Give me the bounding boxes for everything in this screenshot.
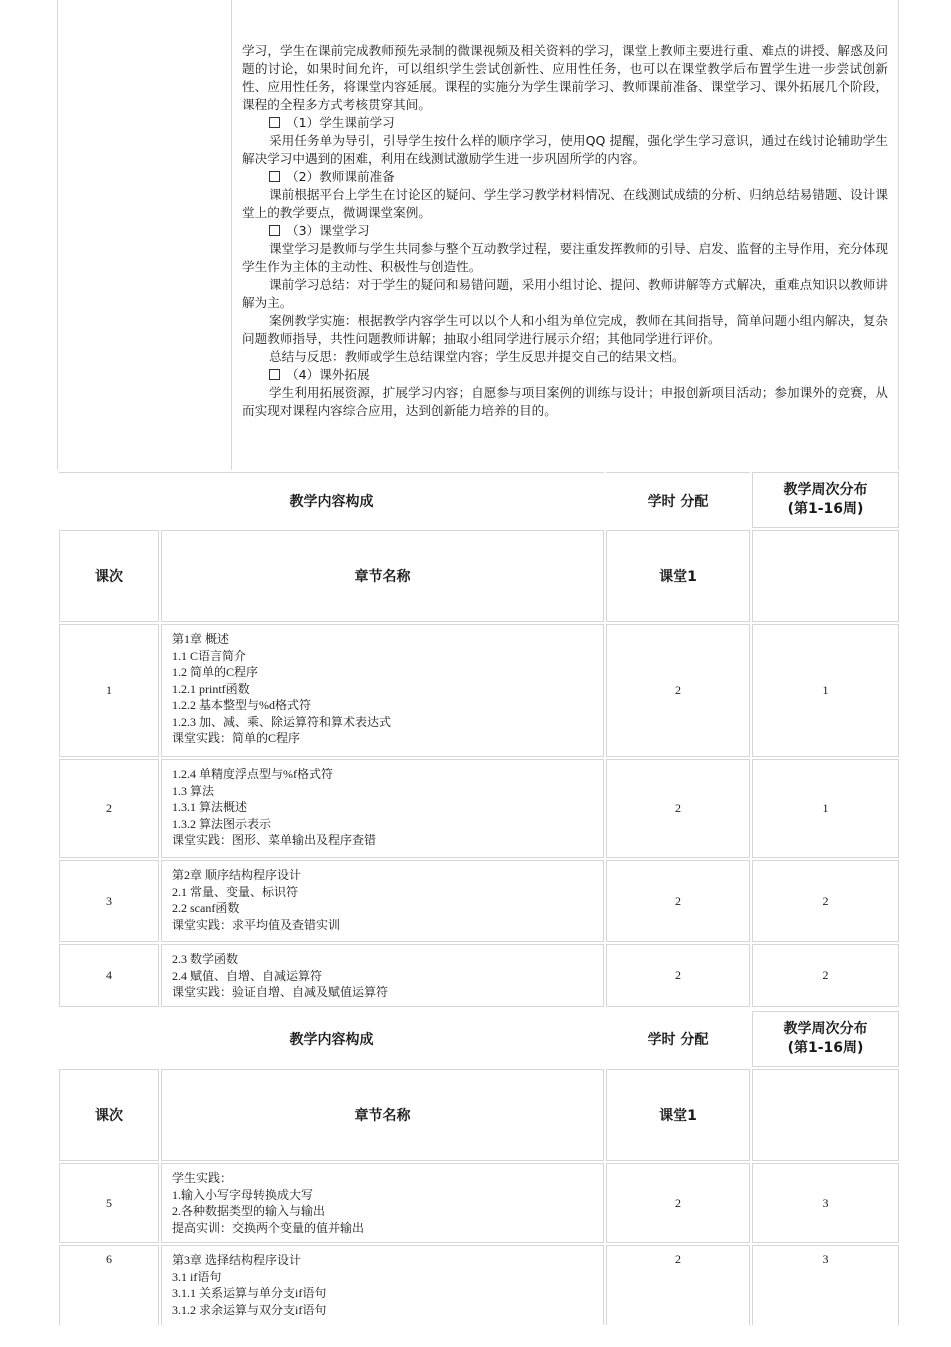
teaching-method-section: [57, 0, 899, 470]
chapter-header: 章节名称: [161, 530, 604, 622]
prose-subheading: （4）课外拓展: [242, 366, 888, 384]
prose-subheading: （1）学生课前学习: [242, 114, 888, 132]
hours-cell: 2: [606, 624, 750, 757]
prose-paragraph: 课前学习总结：对于学生的疑问和易错问题，采用小组讨论、提问、教师讲解等方式解决，重难点知识以教师讲解为主。: [242, 277, 888, 310]
schedule-table-part-a: [57, 470, 901, 1009]
hours-cell: 2: [606, 759, 750, 858]
table-row: [59, 759, 899, 858]
chapter-cell: 2.3 数学函数 2.4 赋值、自增、自减运算符 课堂实践：验证自增、自减及赋值运算符: [161, 944, 604, 1007]
prose-subheading: （2）教师课前准备: [242, 168, 888, 186]
table-row: [59, 944, 899, 1007]
page: [57, 0, 899, 1327]
schedule-table-part-b: [57, 1009, 901, 1327]
chapter-cell: 第3章 选择结构程序设计 3.1 if语句 3.1.1 关系运算与单分支if语句 3.1.2 求余运算与双分支if语句: [161, 1245, 604, 1325]
chapter-cell: 1.2.4 单精度浮点型与%f格式符 1.3 算法 1.3.1 算法概述 1.3.2 算法图示表示 课堂实践：图形、菜单输出及程序查错: [161, 759, 604, 858]
table-subheader-row: [59, 530, 899, 622]
lesson-number: 5: [59, 1163, 159, 1243]
hours-cell: 2: [606, 860, 750, 942]
lesson-header: 课次: [59, 530, 159, 622]
chapter-cell: 学生实践： 1.输入小写字母转换成大写 2.各种数据类型的输入与输出 提高实训：交换两个变量的值并输出: [161, 1163, 604, 1243]
hours-header: 学时 分配: [606, 472, 750, 528]
table-row: [59, 860, 899, 942]
lesson-number: 6: [59, 1245, 159, 1325]
prose-paragraph: 采用任务单为导引，引导学生按什么样的顺序学习，使用QQ 提醒，强化学生学习意识，通过在线讨论辅助学生解决学习中遇到的困难，利用在线测试激励学生进一步巩固所学的内容。: [242, 133, 888, 166]
checkbox-icon: [269, 117, 280, 128]
week-cell: 1: [752, 624, 899, 757]
chapter-header: 章节名称: [161, 1069, 604, 1161]
lesson-number: 1: [59, 624, 159, 757]
lesson-number: 3: [59, 860, 159, 942]
lesson-header: 课次: [59, 1069, 159, 1161]
table-header-row: [59, 472, 899, 528]
prose-paragraph: 学习，学生在课前完成教师预先录制的微课视频及相关资料的学习，课堂上教师主要进行重、难点的讲授、解惑及问题的讨论，如果时间允许，可以组织学生尝试创新性、应用性任务，也可以在课堂教学后布置学生进一步尝试创新性、应用性任务，将课堂内容延展。课程的实施分为学生课前学习、教师课前准备、课堂学习、课外拓展几个阶段，课程的全程多方式考核贯穿其间。: [242, 43, 888, 112]
checkbox-icon: [269, 225, 280, 236]
weeks-header: 教学周次分布 (第1-16周): [752, 472, 899, 528]
empty-header: [752, 1069, 899, 1161]
table-row: [59, 624, 899, 757]
classroom-header: 课堂1: [606, 1069, 750, 1161]
hours-cell: 2: [606, 944, 750, 1007]
classroom-header: 课堂1: [606, 530, 750, 622]
hours-cell: 2: [606, 1163, 750, 1243]
table-header-row: [59, 1011, 899, 1067]
prose-paragraph: 案例教学实施：根据教学内容学生可以以个人和小组为单位完成，教师在其间指导，简单问题小组内解决，复杂问题教师指导，共性问题教师讲解；抽取小组同学进行展示介绍；其他同学进行评价。: [242, 313, 888, 346]
prose-paragraph: 课前根据平台上学生在讨论区的疑问、学生学习教学材料情况、在线测试成绩的分析、归纳总结易错题、设计课堂上的教学要点，微调课堂案例。: [242, 187, 888, 220]
lesson-number: 4: [59, 944, 159, 1007]
empty-header: [752, 530, 899, 622]
lesson-number: 2: [59, 759, 159, 858]
week-cell: 2: [752, 944, 899, 1007]
chapter-cell: 第1章 概述 1.1 C语言简介 1.2 简单的C程序 1.2.1 printf函数 1.2.2 基本整型与%d格式符 1.2.3 加、减、乘、除运算符和算术表达式 课堂实践：简单的C程序: [161, 624, 604, 757]
week-cell: 3: [752, 1245, 899, 1325]
weeks-header: 教学周次分布 (第1-16周): [752, 1011, 899, 1067]
hours-cell: 2: [606, 1245, 750, 1325]
week-cell: 2: [752, 860, 899, 942]
prose-subheading: （3）课堂学习: [242, 222, 888, 240]
prose-text-cell: [232, 0, 899, 470]
hours-header: 学时 分配: [647, 1032, 709, 1048]
week-cell: 1: [752, 759, 899, 858]
checkbox-icon: [269, 369, 280, 380]
chapter-cell: 第2章 顺序结构程序设计 2.1 常量、变量、标识符 2.2 scanf函数 课堂实践：求平均值及查错实训: [161, 860, 604, 942]
content-header: 教学内容构成: [59, 472, 604, 528]
prose-left-cell: [57, 0, 232, 470]
prose-paragraph: 学生利用拓展资源，扩展学习内容；自愿参与项目案例的训练与设计；申报创新项目活动；参加课外的竞赛，从而实现对课程内容综合应用，达到创新能力培养的目的。: [242, 385, 888, 418]
content-header: 教学内容构成: [289, 1032, 374, 1048]
table-row: [59, 1163, 899, 1243]
week-cell: 3: [752, 1163, 899, 1243]
prose-paragraph: 总结与反思：教师或学生总结课堂内容；学生反思并提交自己的结果文档。: [269, 349, 685, 364]
checkbox-icon: [269, 171, 280, 182]
prose-paragraph: 课堂学习是教师与学生共同参与整个互动教学过程，要注重发挥教师的引导、启发、监督的主导作用，充分体现学生作为主体的主动性、积极性与创造性。: [242, 241, 888, 274]
table-subheader-row: [59, 1069, 899, 1161]
table-row: [59, 1245, 899, 1325]
